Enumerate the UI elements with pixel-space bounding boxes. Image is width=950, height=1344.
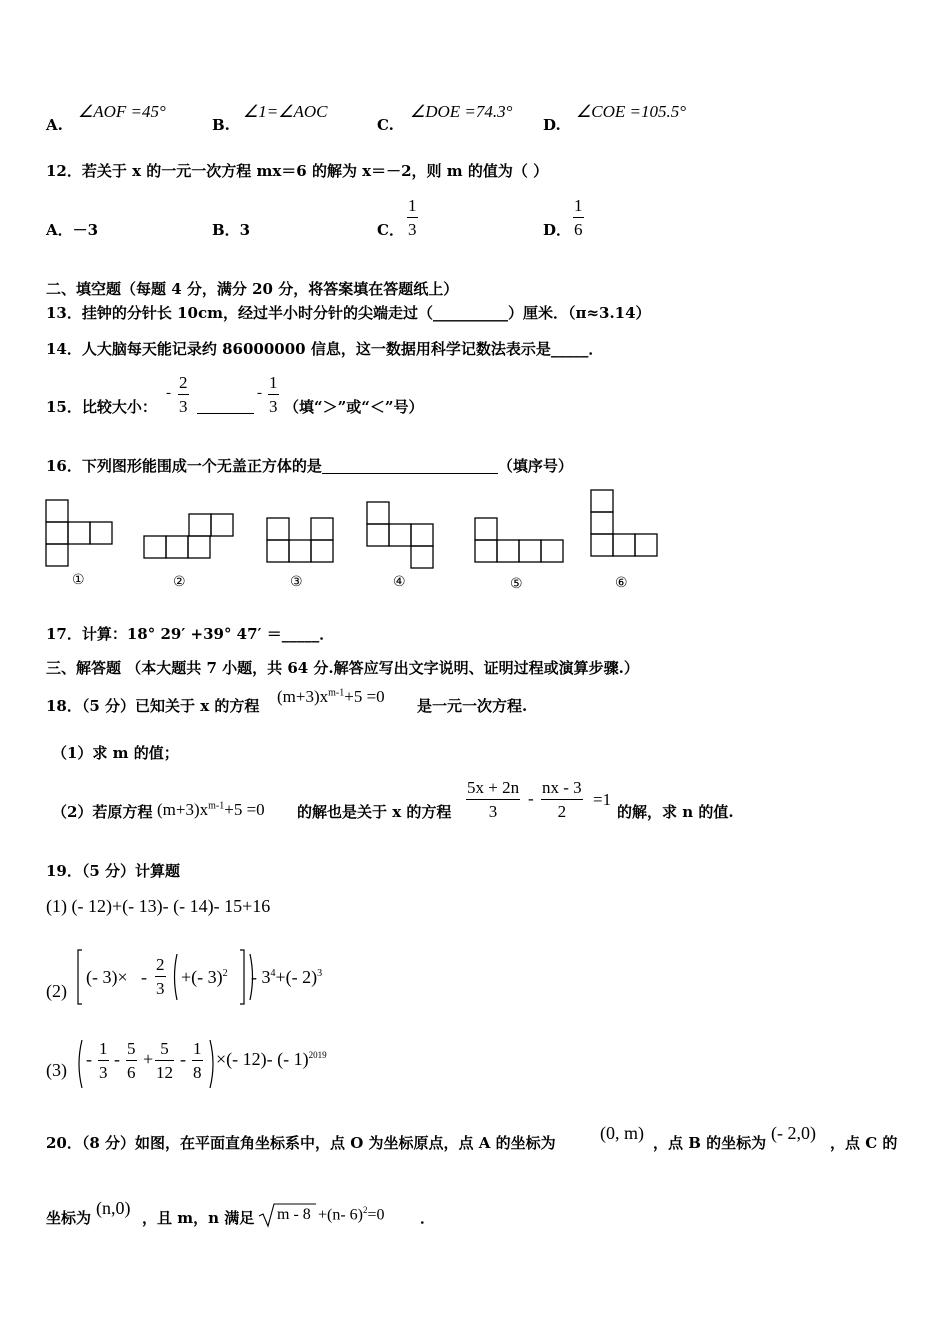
q19-e3-minus-2: - xyxy=(114,1049,120,1069)
eq-left: (m+3)x xyxy=(277,687,329,706)
q19-e3-minus-3: - xyxy=(180,1049,186,1069)
net-figure-2 xyxy=(144,514,233,558)
denominator: 2 xyxy=(557,802,567,821)
net-label-2: ② xyxy=(173,574,186,590)
denominator: 3 xyxy=(408,220,417,239)
denominator: 6 xyxy=(574,220,583,239)
exponent: 2019 xyxy=(308,1050,327,1060)
q15-answer-blank[interactable] xyxy=(197,413,254,414)
q20-sqrt-content: m - 8 xyxy=(277,1206,311,1223)
net-label-5: ⑤ xyxy=(510,576,523,592)
q19-e3-minus-1: - xyxy=(86,1049,92,1069)
net-figure-6 xyxy=(591,490,657,556)
q13: 13．挂钟的分针长 10cm，经过半小时分针的尖端走过（__________）厘米．（π≈3.14） xyxy=(46,304,651,322)
q19-expression-2-minus: - xyxy=(141,967,147,987)
q20-line-1-c: ，点 C 的 xyxy=(830,1134,898,1152)
q16-stem-text: 16．下列图形能围成一个无盖正方体的是 xyxy=(46,457,322,475)
q15-fraction-1 xyxy=(178,374,189,415)
q19-expression-2-right-bracket xyxy=(238,948,248,1008)
numerator: nx - 3 xyxy=(542,778,582,797)
exponent: 4 xyxy=(270,968,276,979)
q20-point-c-coord: (n,0) xyxy=(96,1198,131,1218)
numerator: 1 xyxy=(269,373,278,392)
q12-option-c-letter: C． xyxy=(377,221,404,239)
q18-part-2-a: （2）若原方程 xyxy=(52,803,153,821)
q19-expression-1: (1) (- 12)+(- 13)- (- 14)- 15+16 xyxy=(46,896,271,916)
numerator: 1 xyxy=(99,1039,108,1058)
q14: 14．人大脑每天能记录约 86000000 信息，这一数据用科学记数法表示是_____． xyxy=(46,340,604,358)
q16-stem xyxy=(46,459,573,474)
q11-option-b-expr: ∠1=∠AOC xyxy=(243,102,328,121)
net-label-1: ① xyxy=(72,572,85,588)
q12-option-d-fraction xyxy=(573,197,584,238)
q12-option-a: A．－3 xyxy=(46,221,99,239)
numerator: 2 xyxy=(179,373,188,392)
q15-minus-1: - xyxy=(166,385,171,401)
net-figure-4 xyxy=(367,502,433,568)
numerator: 5 xyxy=(127,1039,136,1058)
net-figure-3 xyxy=(267,518,333,562)
term-2: +(- 2) xyxy=(275,967,318,987)
q19-expression-2-label: (2) xyxy=(46,981,67,1001)
q20-line-2-a: 坐标为 xyxy=(46,1209,92,1227)
q15-tail: （填“＞”或“＜”号） xyxy=(284,398,424,416)
term: +(- 3) xyxy=(181,967,223,987)
denominator: 3 xyxy=(179,397,188,416)
q11-option-b-letter: B. xyxy=(212,116,230,134)
q16-answer-blank[interactable] xyxy=(322,461,498,474)
q19-expression-2-a: (- 3)× xyxy=(86,967,128,987)
eq-left: (m+3)x xyxy=(157,800,209,819)
q11-option-a-letter: A. xyxy=(46,116,63,134)
q18-stem-tail: 是一元一次方程. xyxy=(417,697,528,715)
q18-part-2-equation xyxy=(157,801,265,818)
q18-part-2-b: 的解也是关于 x 的方程 xyxy=(297,803,452,821)
q18-equals-one: =1 xyxy=(593,790,612,809)
term: ×(- 12)- (- 1) xyxy=(216,1049,309,1069)
q12-option-b: B．3 xyxy=(212,221,251,239)
q18-fraction-1 xyxy=(466,779,520,820)
numerator: 1 xyxy=(408,196,417,215)
q19-e3-fraction-4 xyxy=(192,1040,203,1081)
denominator: 6 xyxy=(127,1063,136,1082)
q18-part-2-c: 的解，求 n 的值. xyxy=(617,803,734,821)
q12-option-d-letter: D． xyxy=(543,221,572,239)
numerator: 1 xyxy=(193,1039,202,1058)
term: +(n- 6) xyxy=(318,1206,364,1224)
numerator: 1 xyxy=(574,196,583,215)
q18-equation xyxy=(277,688,385,705)
eq-right: +5 =0 xyxy=(224,800,265,819)
q19-stem: 19．（5 分）计算题 xyxy=(46,862,181,880)
q20-line-2-b: ，且 m，n 满足 xyxy=(142,1209,255,1227)
q19-e3-fraction-3 xyxy=(155,1040,174,1081)
numerator: 5 xyxy=(160,1039,169,1058)
equals: =0 xyxy=(367,1206,385,1224)
q11-option-d-expr: ∠COE =105.5° xyxy=(576,102,687,121)
q19-e3-tail xyxy=(216,1050,327,1068)
numerator: 2 xyxy=(156,955,165,974)
denominator: 3 xyxy=(269,397,278,416)
q20-line-2-end: ． xyxy=(420,1209,436,1227)
q17: 17．计算：18° 29′ +39° 47′ ＝_____． xyxy=(46,625,335,643)
q19-e3-fraction-1 xyxy=(98,1040,109,1081)
net-label-6: ⑥ xyxy=(615,575,628,591)
section-3-heading: 三、解答题 （本大题共 7 小题，共 64 分.解答应写出文字说明、证明过程或演算步骤.） xyxy=(46,659,639,677)
exponent: 2 xyxy=(363,1205,368,1215)
q16-figures xyxy=(0,490,950,600)
section-2-heading: 二、填空题（每题 4 分，满分 20 分，将答案填在答题纸上） xyxy=(46,280,459,298)
q20-condition xyxy=(318,1206,385,1223)
denominator: 12 xyxy=(156,1063,173,1082)
net-figure-5 xyxy=(475,518,563,562)
net-label-4: ④ xyxy=(393,574,406,590)
q12-option-c-fraction xyxy=(407,197,418,238)
net-label-3: ③ xyxy=(290,574,303,590)
q12-stem: 12．若关于 x 的一元一次方程 mx＝6 的解为 x＝－2，则 m 的值为（ ） xyxy=(46,162,549,180)
exponent-2: 3 xyxy=(317,968,323,979)
q19-expression-2-b xyxy=(181,968,228,986)
term: - 3 xyxy=(251,967,271,987)
denominator: 3 xyxy=(99,1063,108,1082)
q16-stem-tail: （填序号） xyxy=(497,457,573,475)
exponent: 2 xyxy=(222,968,228,979)
eq-exponent: m-1 xyxy=(328,687,345,699)
q18-minus: - xyxy=(528,789,534,808)
q19-e3-fraction-2 xyxy=(126,1040,137,1081)
q20-point-b-coord: (- 2,0) xyxy=(771,1123,816,1143)
q11-option-d-letter: D. xyxy=(543,116,561,134)
eq-exponent: m-1 xyxy=(208,800,225,812)
denominator: 3 xyxy=(156,979,165,998)
numerator: 5x + 2n xyxy=(467,778,520,797)
q19-expression-2-c xyxy=(251,968,322,986)
q19-e3-plus: + xyxy=(143,1049,154,1069)
q19-expression-3-label: (3) xyxy=(46,1060,67,1080)
q18-stem: 18．（5 分）已知关于 x 的方程 xyxy=(46,697,260,715)
q20-point-a-coord: (0, m) xyxy=(600,1123,644,1143)
q11-option-c-letter: C. xyxy=(377,116,394,134)
q15-minus-2: - xyxy=(257,385,262,401)
denominator: 3 xyxy=(488,802,498,821)
q11-option-c-expr: ∠DOE =74.3° xyxy=(410,102,513,121)
q11-option-a-expr: ∠AOF =45° xyxy=(78,102,166,121)
q18-fraction-2 xyxy=(541,779,583,820)
q18-part-1: （1）求 m 的值； xyxy=(52,744,179,762)
q19-expression-2-fraction xyxy=(155,956,166,997)
denominator: 8 xyxy=(193,1063,202,1082)
eq-right: +5 =0 xyxy=(344,687,385,706)
q20-line-1-b: ，点 B 的坐标为 xyxy=(653,1134,767,1152)
net-figure-1 xyxy=(46,500,112,566)
q15-label: 15．比较大小： xyxy=(46,398,157,416)
q15-fraction-2 xyxy=(268,374,279,415)
q20-line-1-a: 20．（8 分）如图，在平面直角坐标系中，点 O 为坐标原点，点 A 的坐标为 xyxy=(46,1134,556,1152)
